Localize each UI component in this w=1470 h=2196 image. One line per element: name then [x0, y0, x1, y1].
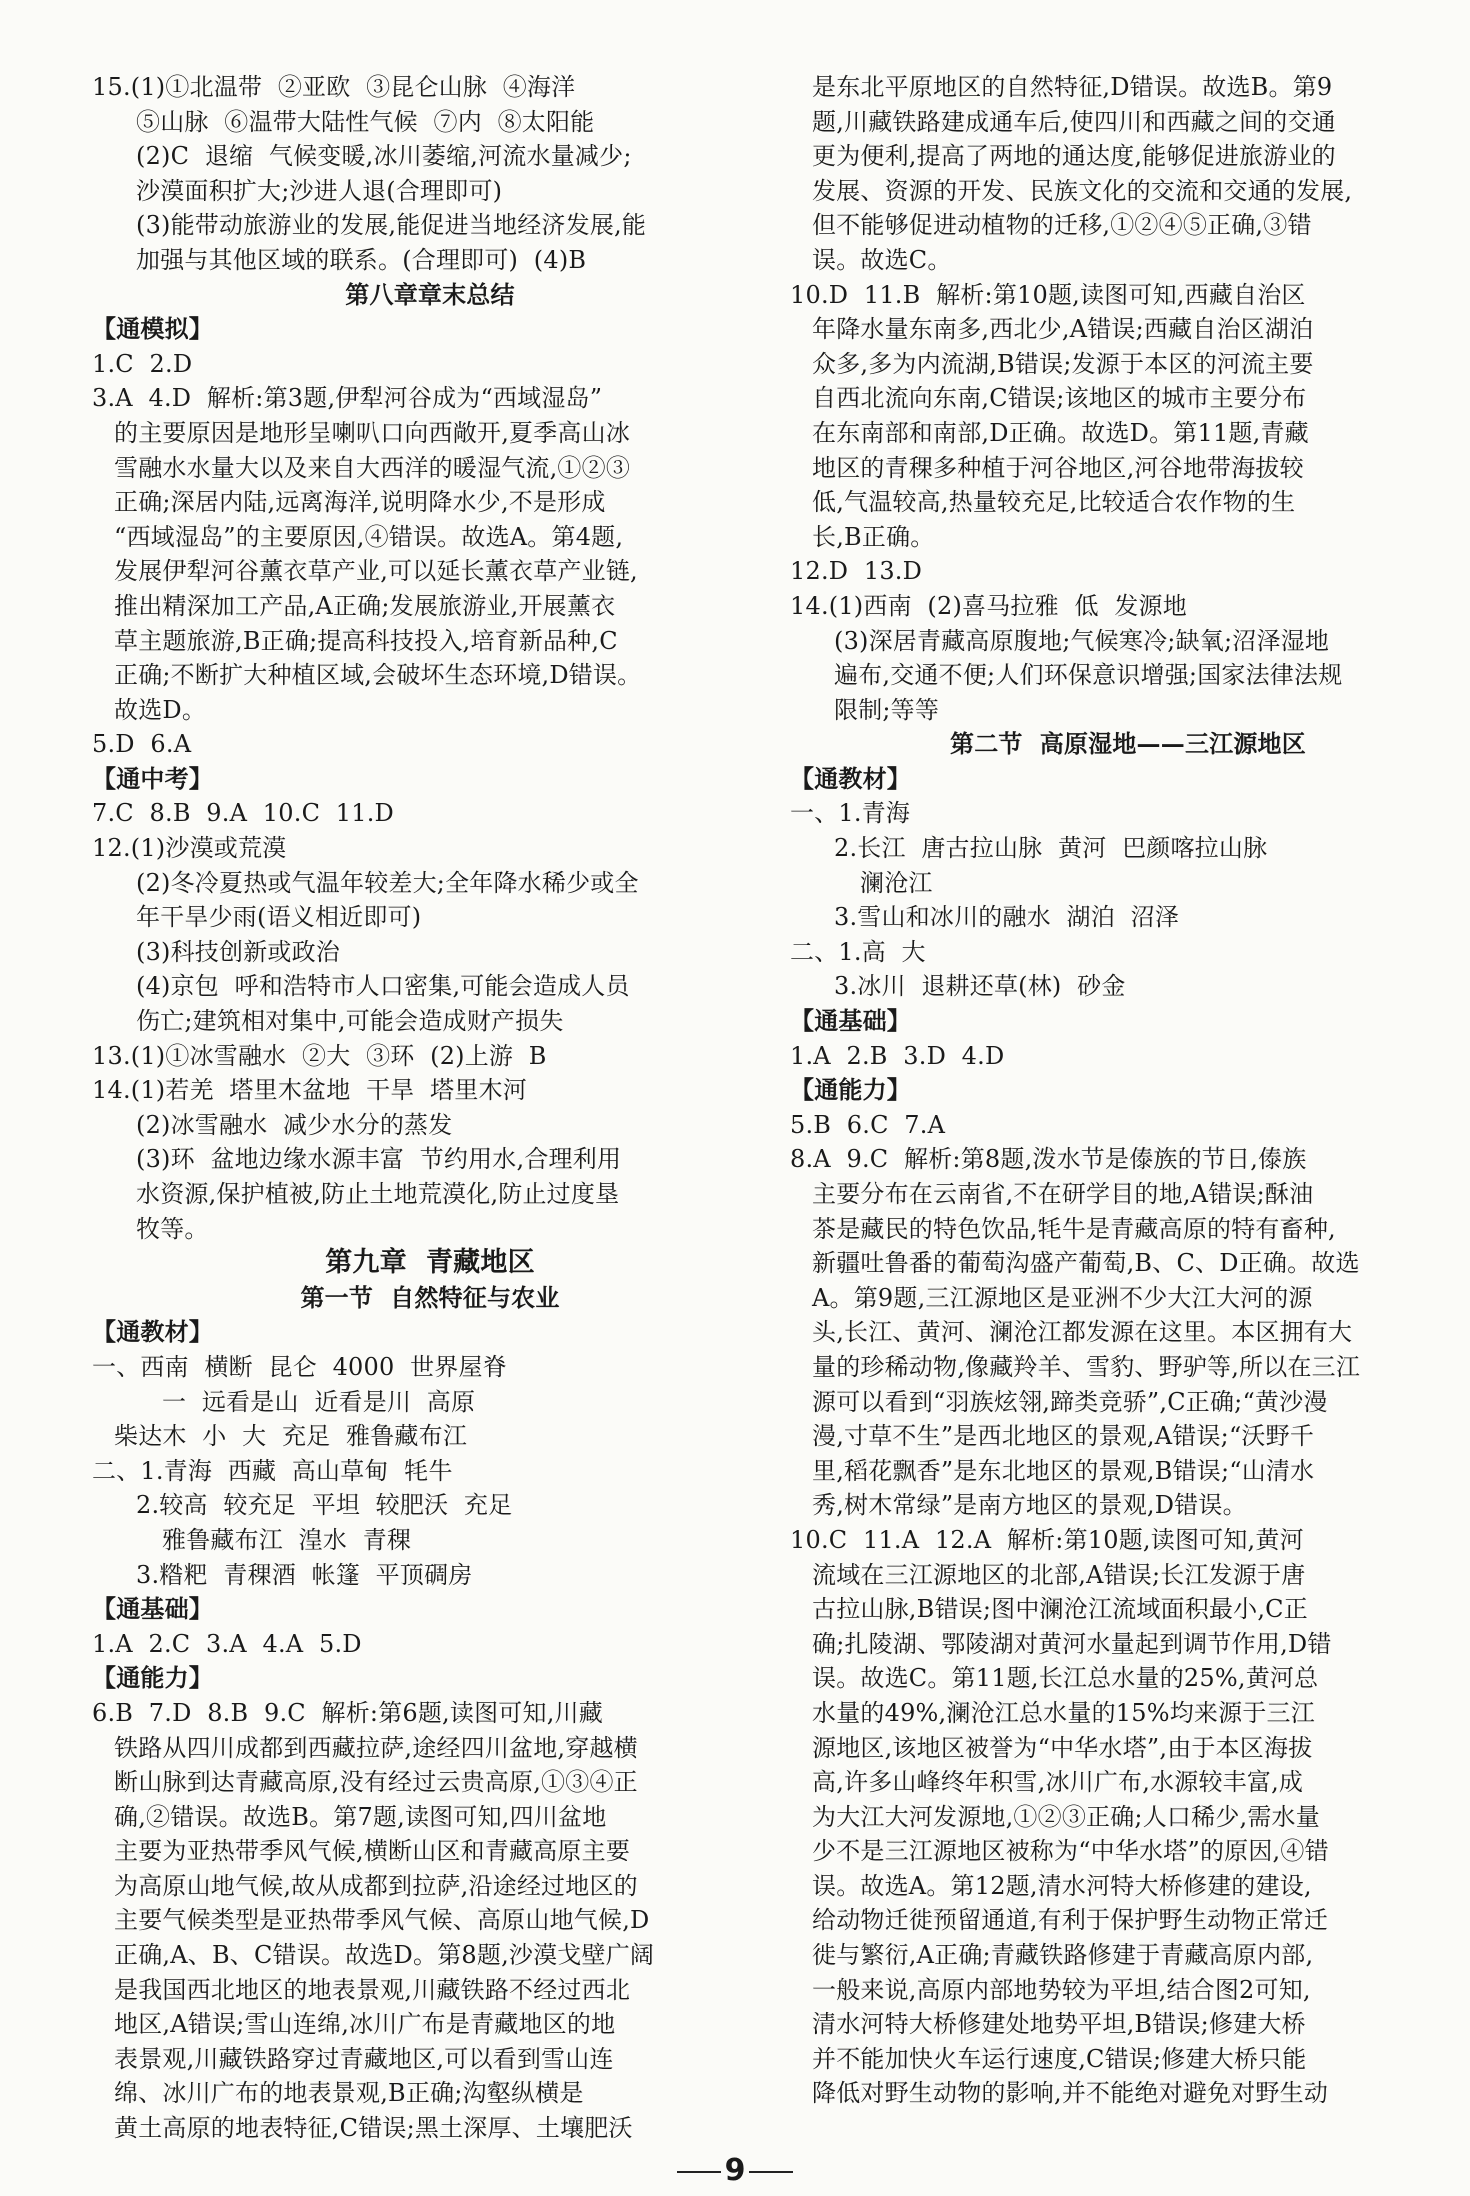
text-line: 给动物迁徙预留通道,有利于保护野生动物正常迁	[812, 1906, 1329, 1935]
text-line: 误。故选C。第11题,长江总水量的25%,黄河总	[812, 1664, 1319, 1693]
text-line: 第二节 高原湿地——三江源地区	[950, 729, 1306, 759]
text-line: 限制;等等	[834, 695, 940, 724]
text-line: 正确;深居内陆,远离海洋,说明降水少,不是形成	[114, 488, 606, 517]
text-line: 【通教材】	[92, 1317, 213, 1347]
text-line: 地区的青稞多种植于河谷地区,河谷地带海拔较	[812, 453, 1304, 482]
text-line: 14.(1)若羌 塔里木盆地 干旱 塔里木河	[92, 1076, 527, 1105]
text-line: 古拉山脉,B错误;图中澜沧江流域面积最小,C正	[812, 1595, 1308, 1624]
text-line: 第九章 青藏地区	[325, 1247, 535, 1279]
text-line: 年干旱少雨(语义相近即可)	[136, 903, 422, 932]
text-line: (2)冬冷夏热或气温年较差大;全年降水稀少或全	[136, 868, 639, 897]
text-line: (3)能带动旅游业的发展,能促进当地经济发展,能	[136, 211, 647, 240]
text-line: “西域湿岛”的主要原因,④错误。故选A。第4题,	[114, 522, 624, 551]
text-line: 3.雪山和冰川的融水 湖泊 沼泽	[834, 903, 1180, 932]
text-line: 徙与繁衍,A正确;青藏铁路修建于青藏高原内部,	[812, 1941, 1314, 1970]
page-number-value: 9	[724, 2153, 746, 2188]
text-line: 【通基础】	[790, 1006, 911, 1036]
text-line: 降低对野生动物的影响,并不能绝对避免对野生动	[812, 2079, 1329, 2108]
text-line: 3.糌粑 青稞酒 帐篷 平顶碉房	[136, 1560, 473, 1589]
text-line: 【通模拟】	[92, 314, 213, 344]
text-line: 二、1.高 大	[790, 937, 926, 966]
text-line: 少不是三江源地区被称为“中华水塔”的原因,④错	[812, 1837, 1329, 1866]
text-line: (3)科技创新或政治	[136, 937, 340, 966]
text-line: 里,稻花飘香”是东北地区的景观,B错误;“山清水	[812, 1456, 1315, 1485]
text-line: 为大江大河发源地,①②③正确;人口稀少,需水量	[812, 1802, 1320, 1831]
text-line: 一、西南 横断 昆仑 4000 世界屋脊	[92, 1352, 507, 1381]
text-line: 水量的49%,澜沧江总水量的15%均来源于三江	[812, 1698, 1315, 1727]
text-line: 断山脉到达青藏高原,没有经过云贵高原,①③④正	[114, 1768, 638, 1797]
text-line: 的主要原因是地形呈喇叭口向西敞开,夏季高山冰	[114, 418, 631, 447]
text-line: 1.C 2.D	[92, 349, 193, 378]
text-line: 秀,树木常绿”是南方地区的景观,D错误。	[812, 1491, 1247, 1520]
text-line: 【通中考】	[92, 763, 213, 793]
text-line: 12.(1)沙漠或荒漠	[92, 834, 287, 863]
text-line: 茶是藏民的特色饮品,牦牛是青藏高原的特有畜种,	[812, 1214, 1336, 1243]
text-line: 【通能力】	[790, 1075, 911, 1105]
text-line: 一、1.青海	[790, 799, 911, 828]
right-column	[790, 70, 1466, 2111]
text-line: 正确;不断扩大种植区域,会破坏生态环境,D错误。	[114, 661, 642, 690]
text-line: 铁路从四川成都到西藏拉萨,途经四川盆地,穿越横	[114, 1733, 638, 1762]
text-line: 2.长江 唐古拉山脉 黄河 巴颜喀拉山脉	[834, 834, 1268, 863]
text-line: 3.冰川 退耕还草(林) 砂金	[834, 972, 1126, 1001]
text-line: 但不能够促进动植物的迁移,①②④⑤正确,③错	[812, 211, 1312, 240]
text-line: 误。故选A。第12题,清水河特大桥修建的建设,	[812, 1871, 1312, 1900]
text-line: 地区,A错误;雪山连绵,冰川广布是青藏地区的地	[114, 2010, 616, 2039]
text-line: 水资源,保护植被,防止土地荒漠化,防止过度垦	[136, 1180, 620, 1208]
text-line: 15.(1)①北温带 ②亚欧 ③昆仑山脉 ④海洋	[92, 73, 576, 101]
page-number-rule-right	[749, 2171, 793, 2173]
text-line: 柴达木 小 大 充足 雅鲁藏布江	[114, 1422, 468, 1451]
text-line: 自西北流向东南,C错误;该地区的城市主要分布	[812, 384, 1307, 413]
text-line: 12.D 13.D	[790, 557, 923, 586]
text-line: 澜沧江	[860, 868, 933, 897]
text-line: 6.B 7.D 8.B 9.C 解析:第6题,读图可知,川藏	[92, 1698, 603, 1727]
text-line: A。第9题,三江源地区是亚洲不少大江大河的源	[812, 1283, 1313, 1312]
text-line: 5.D 6.A	[92, 730, 192, 759]
text-line: 遍布,交通不便;人们环保意识增强;国家法律法规	[834, 661, 1343, 690]
text-line: 推出精深加工产品,A正确;发展旅游业,开展薰衣	[114, 591, 616, 620]
text-line: 误。故选C。	[812, 245, 952, 274]
text-line: 清水河特大桥修建处地势平坦,B错误;修建大桥	[812, 2010, 1306, 2039]
text-line: 年降水量东南多,西北少,A错误;西藏自治区湖泊	[812, 315, 1314, 344]
text-line: 是东北平原地区的自然特征,D错误。故选B。第9	[812, 73, 1333, 101]
text-line: 源可以看到“羽族炫翎,蹄类竞骄”,C正确;“黄沙漫	[812, 1387, 1328, 1416]
text-line: 主要分布在云南省,不在研学目的地,A错误;酥油	[812, 1180, 1314, 1208]
text-line: (2)冰雪融水 减少水分的蒸发	[136, 1110, 453, 1139]
text-line: 确,②错误。故选B。第7题,读图可知,四川盆地	[114, 1802, 607, 1831]
text-line: 确;扎陵湖、鄂陵湖对黄河水量起到调节作用,D错	[812, 1629, 1332, 1658]
text-line: 【通基础】	[92, 1594, 213, 1624]
text-line: (3)深居青藏高原腹地;气候寒冷;缺氧;沼泽湿地	[834, 626, 1330, 655]
text-line: 故选D。	[114, 695, 207, 724]
text-line: 黄土高原的地表特征,C错误;黑土深厚、土壤肥沃	[114, 2114, 633, 2143]
text-line: 【通能力】	[92, 1663, 213, 1693]
text-line: 一 远看是山 近看是川 高原	[162, 1387, 476, 1416]
text-line: 量的珍稀动物,像藏羚羊、雪豹、野驴等,所以在三江	[812, 1352, 1361, 1381]
text-line: 沙漠面积扩大;沙进人退(合理即可)	[136, 176, 503, 205]
text-line: 长,B正确。	[812, 522, 935, 551]
text-line: 并不能加快火车运行速度,C错误;修建大桥只能	[812, 2044, 1307, 2073]
text-line: 13.(1)①冰雪融水 ②大 ③环 (2)上游 B	[92, 1041, 547, 1070]
text-line: 加强与其他区域的联系。(合理即可) (4)B	[136, 245, 587, 274]
text-line: 高,许多山峰终年积雪,冰川广布,水源较丰富,成	[812, 1768, 1304, 1797]
page-number-rule-left	[677, 2171, 721, 2173]
text-line: 主要为亚热带季风气候,横断山区和青藏高原主要	[114, 1837, 631, 1866]
text-line: 【通教材】	[790, 763, 911, 793]
text-line: 为高原山地气候,故从成都到拉萨,沿途经过地区的	[114, 1871, 638, 1900]
text-line: (3)环 盆地边缘水源丰富 节约用水,合理利用	[136, 1145, 622, 1174]
text-line: 草主题旅游,B正确;提高科技投入,培育新品种,C	[114, 626, 618, 655]
text-line: 3.A 4.D 解析:第3题,伊犁河谷成为“西域湿岛”	[92, 384, 603, 413]
text-line: 雅鲁藏布江 湟水 青稞	[162, 1525, 412, 1554]
text-line: 雪融水水量大以及来自大西洋的暖湿气流,①②③	[114, 453, 631, 482]
text-line: 一般来说,高原内部地势较为平坦,结合图2可知,	[812, 1975, 1311, 2004]
text-line: 二、1.青海 西藏 高山草甸 牦牛	[92, 1456, 453, 1485]
text-line: 头,长江、黄河、澜沧江都发源在这里。本区拥有大	[812, 1318, 1353, 1347]
text-line: 新疆吐鲁番的葡萄沟盛产葡萄,B、C、D正确。故选	[812, 1249, 1360, 1278]
text-line: 1.A 2.B 3.D 4.D	[790, 1041, 1005, 1070]
text-line: 表景观,川藏铁路穿过青藏地区,可以看到雪山连	[114, 2044, 614, 2073]
text-line: 低,气温较高,热量较充足,比较适合农作物的生	[812, 488, 1296, 517]
text-line: 2.较高 较充足 平坦 较肥沃 充足	[136, 1491, 513, 1520]
text-line: 牧等。	[136, 1214, 209, 1243]
text-line: (4)京包 呼和浩特市人口密集,可能会造成人员	[136, 972, 630, 1001]
text-line: 7.C 8.B 9.A 10.C 11.D	[92, 799, 394, 828]
text-line: 5.B 6.C 7.A	[790, 1110, 946, 1139]
text-line: 流域在三江源地区的北部,A错误;长江发源于唐	[812, 1560, 1306, 1589]
text-line: (2)C 退缩 气候变暖,冰川萎缩,河流水量减少;	[136, 142, 632, 171]
text-line: 主要气候类型是亚热带季风气候、高原山地气候,D	[114, 1906, 650, 1935]
text-line: 10.C 11.A 12.A 解析:第10题,读图可知,黄河	[790, 1525, 1304, 1554]
text-line: 10.D 11.B 解析:第10题,读图可知,西藏自治区	[790, 280, 1306, 309]
text-line: 源地区,该地区被誉为“中华水塔”,由于本区海拔	[812, 1733, 1313, 1762]
text-line: 正确,A、B、C错误。故选D。第8题,沙漠戈壁广阔	[114, 1941, 655, 1970]
text-line: 发展伊犁河谷薰衣草产业,可以延长薰衣草产业链,	[114, 557, 638, 586]
text-line: 伤亡;建筑相对集中,可能会造成财产损失	[136, 1007, 564, 1036]
text-line: 题,川藏铁路建成通车后,使四川和西藏之间的交通	[812, 107, 1336, 136]
text-line: ⑤山脉 ⑥温带大陆性气候 ⑦内 ⑧太阳能	[136, 107, 595, 136]
text-line: 是我国西北地区的地表景观,川藏铁路不经过西北	[114, 1975, 631, 2004]
text-line: 第一节 自然特征与农业	[300, 1282, 560, 1312]
text-line: 绵、冰川广布的地表景观,B正确;沟壑纵横是	[114, 2079, 584, 2108]
text-line: 14.(1)西南 (2)喜马拉雅 低 发源地	[790, 591, 1187, 620]
text-line: 8.A 9.C 解析:第8题,泼水节是傣族的节日,傣族	[790, 1145, 1307, 1174]
text-line: 第八章章末总结	[345, 279, 515, 309]
text-line: 更为便利,提高了两地的通达度,能够促进旅游业的	[812, 142, 1336, 171]
text-line: 发展、资源的开发、民族文化的交流和交通的发展,	[812, 176, 1353, 205]
text-line: 漫,寸草不生”是西北地区的景观,A错误;“沃野千	[812, 1422, 1315, 1451]
text-line: 众多,多为内流湖,B错误;发源于本区的河流主要	[812, 349, 1314, 378]
text-line: 在东南部和南部,D正确。故选D。第11题,青藏	[812, 418, 1309, 447]
text-line: 1.A 2.C 3.A 4.A 5.D	[92, 1629, 362, 1658]
left-column	[92, 70, 768, 2146]
page-number	[0, 2153, 1470, 2188]
